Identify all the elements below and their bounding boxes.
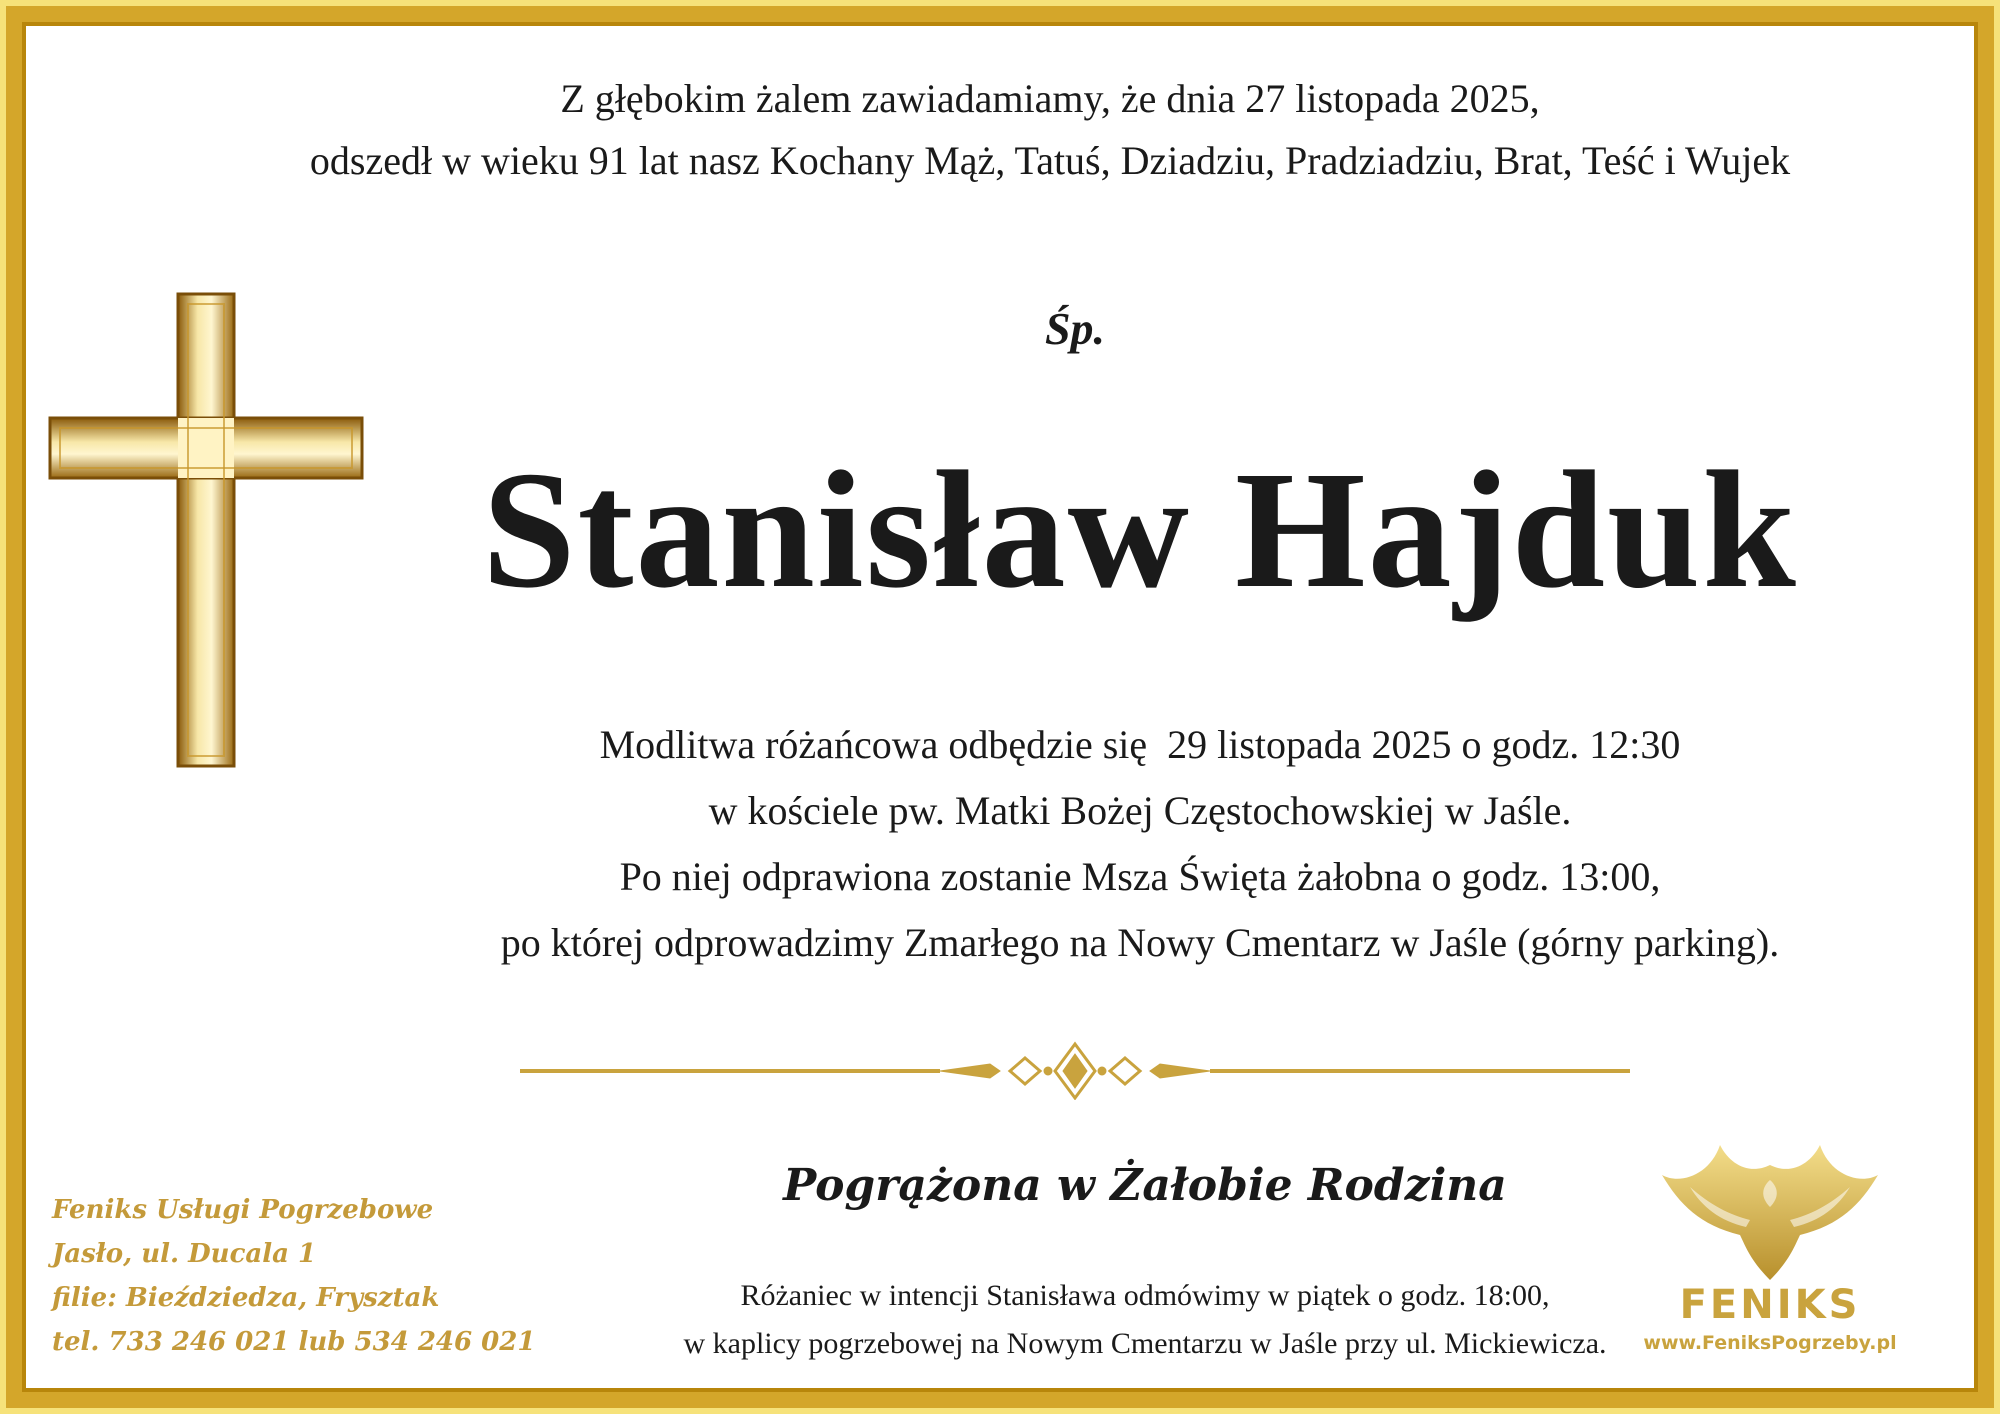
intro-line-2: odszedł w wieku 91 lat nasz Kochany Mąż, Tatuś, Dziadziu, Pradziadziu, Brat, Teść i Wujek [309,138,1791,183]
logo-url: www.FeniksPogrzeby.pl [1643,1332,1897,1354]
ceremony-details [390,712,1890,976]
intro-line-1: Z głębokim żalem zawiadamiamy, że dnia 27 listopada 2025, [560,76,1540,121]
details-line-3: Po niej odprawiona zostanie Msza Święta żałobna o godz. 13:00, [619,854,1661,899]
rosary-line-2: w kaplicy pogrzebowej na Nowym Cmentarzu w Jaśle przy ul. Mickiewicza. [683,1327,1607,1360]
family-signature: Pogrążona w Żałobie Rodzina [783,1160,1507,1211]
details-line-1: Modlitwa różańcowa odbędzie się 29 listopada 2025 o godz. 12:30 [599,722,1681,767]
funeral-home-info [52,1188,535,1364]
company-name: Feniks Usługi Pogrzebowe [52,1195,434,1225]
rosary-info [500,1272,1790,1368]
cross-icon [48,292,364,768]
company-address: Jasło, ul. Ducala 1 [52,1239,317,1269]
rosary-line-1: Różaniec w intencji Stanisława odmówimy w piątek o godz. 18:00, [740,1279,1550,1312]
logo-wordmark: FENIKS [1679,1282,1861,1328]
details-line-2: w kościele pw. Matki Bożej Częstochowskiej w Jaśle. [708,788,1572,833]
prefix-sp: Śp. [1044,303,1106,354]
company-phone: tel. 733 246 021 lub 534 246 021 [52,1327,536,1357]
ornament-divider-icon [520,1040,1630,1100]
company-branches: filie: Bieździedza, Frysztak [52,1283,440,1313]
phoenix-icon [1650,1135,1890,1285]
deceased-name: Stanisław Hajduk [482,437,1798,623]
details-line-4: po której odprowadzimy Zmarłego na Nowy Cmentarz w Jaśle (górny parking). [500,920,1780,965]
intro-text [200,68,1900,192]
